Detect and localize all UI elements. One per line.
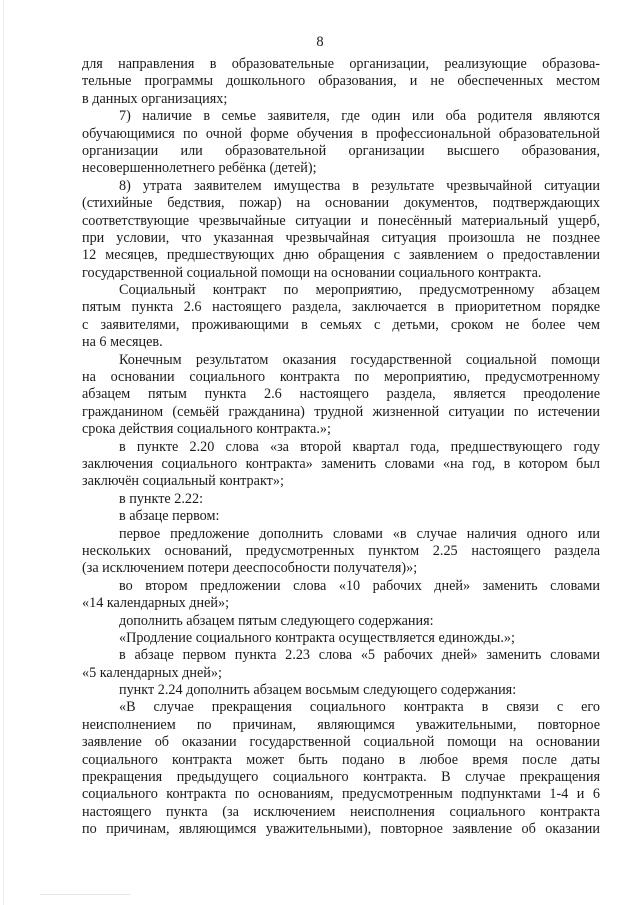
- text-line: «В случае прекращения социального контракта в связи с его: [119, 699, 600, 716]
- text-line: настоящего пункта (за исключением неисполнения социального контракта: [82, 803, 600, 820]
- text-line: «5 календарных дней»;: [82, 664, 222, 681]
- text-line: обучающимися по очной форме обучения в профессиональной образовательной: [82, 125, 600, 142]
- text-line: гражданином (семьёй гражданина) трудной жизненной ситуации по истечении: [82, 403, 600, 420]
- text-line: социального контракта по основаниям, предусмотренным подпунктами 1-4 и 6: [82, 786, 600, 803]
- text-line: с заявителями, проживающими в семьях с детьми, сроком не более чем: [82, 316, 600, 333]
- text-line: в пункте 2.22:: [119, 490, 204, 507]
- text-line: в пункте 2.20 слова «за второй квартал года, предшествующего году: [119, 438, 600, 455]
- text-line: неисполнением по причинам, являющимся уважительными, повторное: [82, 716, 600, 733]
- text-line: во втором предложении слова «10 рабочих дней» заменить словами: [119, 577, 600, 594]
- text-line: соответствующие чрезвычайные ситуации и понесённый материальный ущерб,: [82, 212, 600, 229]
- text-line: (за исключением потери дееспособности получателя)»;: [82, 560, 418, 577]
- text-line: нескольких оснований, предусмотренных пунктом 2.25 настоящего раздела: [82, 542, 600, 559]
- text-line: в абзаце первом пункта 2.23 слова «5 рабочих дней» заменить словами: [119, 647, 600, 664]
- text-line: «Продление социального контракта осуществляется единожды.»;: [119, 629, 515, 646]
- page-number: 8: [316, 34, 324, 50]
- scan-edge-bottom: [40, 894, 130, 895]
- text-line: прекращения предыдущего социального контракта. В случае прекращения: [82, 769, 600, 786]
- text-line: в данных организациях;: [82, 90, 228, 107]
- text-line: 8) утрата заявителем имущества в результате чрезвычайной ситуации: [119, 177, 600, 194]
- text-line: абзацем пятым пункта 2.6 настоящего раздела, является преодоление: [82, 386, 600, 403]
- body-text: [82, 56, 600, 839]
- text-line: на основании социального контракта по мероприятию, предусмотренному: [82, 369, 600, 386]
- text-line: заявление об оказании государственной социальной помощи на основании: [82, 734, 600, 751]
- text-line: на 6 месяцев.: [82, 334, 163, 351]
- text-line: при условии, что указанная чрезвычайная ситуация произошла не позднее: [82, 229, 600, 246]
- text-line: Конечным результатом оказания государственной социальной помощи: [119, 351, 600, 368]
- text-line: заключения социального контракта» заменить словами «на год, в котором был: [82, 455, 600, 472]
- text-line: 12 месяцев, предшествующих дню обращения с заявлением о предоставлении: [82, 247, 600, 264]
- text-line: организации или образовательной организации высшего образования,: [82, 142, 600, 159]
- text-line: «14 календарных дней»;: [82, 595, 230, 612]
- text-line: социального контракта может быть подано в любое время после даты: [82, 751, 600, 768]
- text-line: для направления в образовательные организации, реализующие образова-: [82, 56, 600, 72]
- text-line: по причинам, являющимся уважительными), повторное заявление об оказании: [82, 821, 600, 838]
- scan-edge-left: [3, 0, 4, 905]
- text-line: срока действия социального контракта.»;: [82, 421, 331, 438]
- text-line: тельные программы дошкольного образования, и не обеспеченных местом: [82, 73, 600, 90]
- text-line: 7) наличие в семье заявителя, где один или оба родителя являются: [119, 108, 600, 125]
- text-line: государственной социальной помощи на основании социального контракта.: [82, 264, 542, 281]
- text-line: Социальный контракт по мероприятию, предусмотренному абзацем: [119, 282, 600, 299]
- text-line: первое предложение дополнить словами «в случае наличия одного или: [119, 525, 600, 542]
- text-line: заключён социальный контракт»;: [82, 473, 284, 490]
- text-line: пункт 2.24 дополнить абзацем восьмым следующего содержания:: [119, 682, 517, 699]
- text-line: пятым пункта 2.6 настоящего раздела, заключается в приоритетном порядке: [82, 299, 600, 316]
- text-line: дополнить абзацем пятым следующего содержания:: [119, 612, 434, 629]
- text-line: в абзаце первом:: [119, 508, 220, 525]
- text-line: несовершеннолетнего ребёнка (детей);: [82, 160, 317, 177]
- text-line: (стихийные бедствия, пожар) на основании документов, подтверждающих: [82, 195, 600, 212]
